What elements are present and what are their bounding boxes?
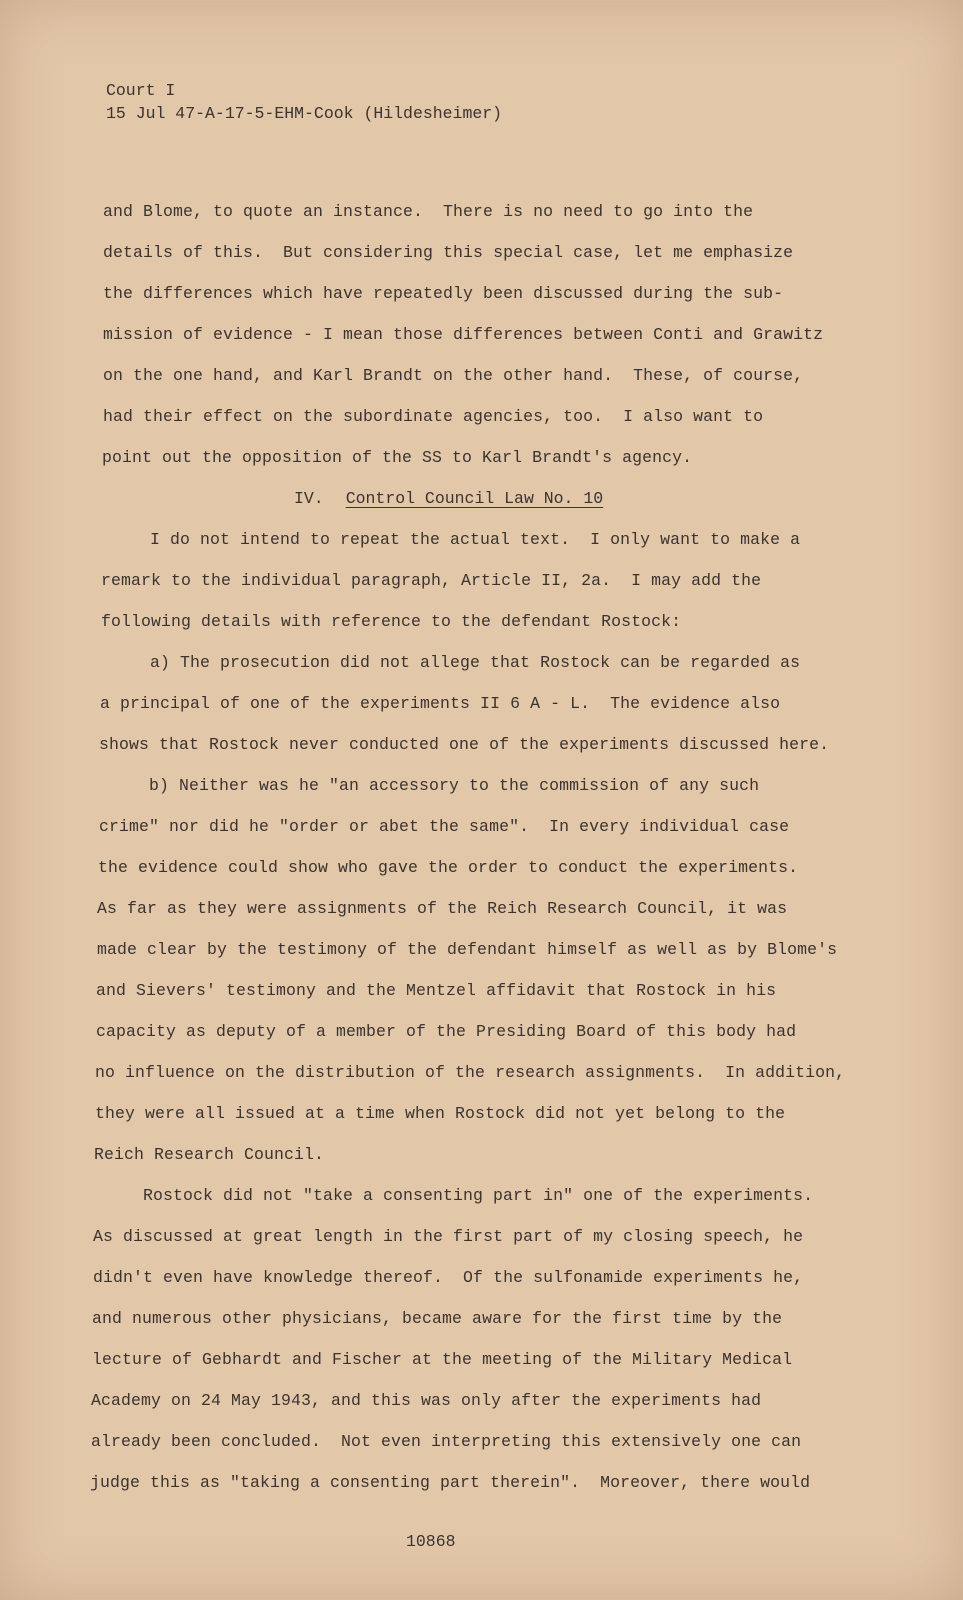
text-line: made clear by the testimony of the defendant himself as well as by Blome's bbox=[97, 940, 838, 959]
text-line: b) Neither was he "an accessory to the commission of any such bbox=[149, 776, 760, 795]
text-line: mission of evidence - I mean those differences between Conti and Grawitz bbox=[103, 325, 824, 344]
text-line: and Blome, to quote an instance. There is no need to go into the bbox=[103, 202, 754, 221]
text-line: on the one hand, and Karl Brandt on the other hand. These, of course, bbox=[103, 366, 804, 385]
text-line: judge this as "taking a consenting part therein". Moreover, there would bbox=[90, 1473, 811, 1492]
text-line: had their effect on the subordinate agencies, too. I also want to bbox=[103, 407, 764, 426]
text-line: already been concluded. Not even interpreting this extensively one can bbox=[91, 1432, 802, 1451]
text-line: crime" nor did he "order or abet the same". In every individual case bbox=[99, 817, 790, 836]
text-line: As far as they were assignments of the Reich Research Council, it was bbox=[97, 899, 788, 918]
text-line: remark to the individual paragraph, Article II, 2a. I may add the bbox=[101, 571, 762, 590]
text-line: the evidence could show who gave the order to conduct the experiments. bbox=[98, 858, 799, 877]
text-line: a principal of one of the experiments II 6 A - L. The evidence also bbox=[100, 694, 781, 713]
section-title: Control Council Law No. 10 bbox=[345, 489, 604, 508]
text-line: following details with reference to the defendant Rostock: bbox=[101, 612, 682, 631]
transcript-reference: 15 Jul 47-A-17-5-EHM-Cook (Hildesheimer) bbox=[106, 104, 503, 123]
text-line: Academy on 24 May 1943, and this was only after the experiments had bbox=[91, 1391, 762, 1410]
document-header bbox=[106, 79, 502, 125]
text-line: no influence on the distribution of the research assignments. In addition, bbox=[95, 1063, 846, 1082]
text-line: I do not intend to repeat the actual text. I only want to make a bbox=[150, 530, 801, 549]
text-line: Reich Research Council. bbox=[94, 1145, 325, 1164]
section-number: IV. bbox=[294, 489, 324, 508]
text-line: they were all issued at a time when Rostock did not yet belong to the bbox=[95, 1104, 786, 1123]
text-line: a) The prosecution did not allege that Rostock can be regarded as bbox=[150, 653, 801, 672]
page-number: 10868 bbox=[406, 1532, 456, 1551]
text-line: and Sievers' testimony and the Mentzel affidavit that Rostock in his bbox=[96, 981, 777, 1000]
text-line: didn't even have knowledge thereof. Of the sulfonamide experiments he, bbox=[93, 1268, 804, 1287]
text-line: details of this. But considering this special case, let me emphasize bbox=[103, 243, 794, 262]
text-line: capacity as deputy of a member of the Presiding Board of this body had bbox=[96, 1022, 797, 1041]
text-line: As discussed at great length in the first part of my closing speech, he bbox=[93, 1227, 804, 1246]
court-label: Court I bbox=[106, 81, 176, 100]
text-line: point out the opposition of the SS to Karl Brandt's agency. bbox=[102, 448, 693, 467]
text-line: the differences which have repeatedly been discussed during the sub- bbox=[103, 284, 784, 303]
section-heading bbox=[294, 489, 603, 509]
text-line: Rostock did not "take a consenting part in" one of the experiments. bbox=[143, 1186, 814, 1205]
text-line: lecture of Gebhardt and Fischer at the meeting of the Military Medical bbox=[92, 1350, 793, 1369]
text-line: shows that Rostock never conducted one of the experiments discussed here. bbox=[99, 735, 830, 754]
text-line: and numerous other physicians, became aware for the first time by the bbox=[92, 1309, 783, 1328]
